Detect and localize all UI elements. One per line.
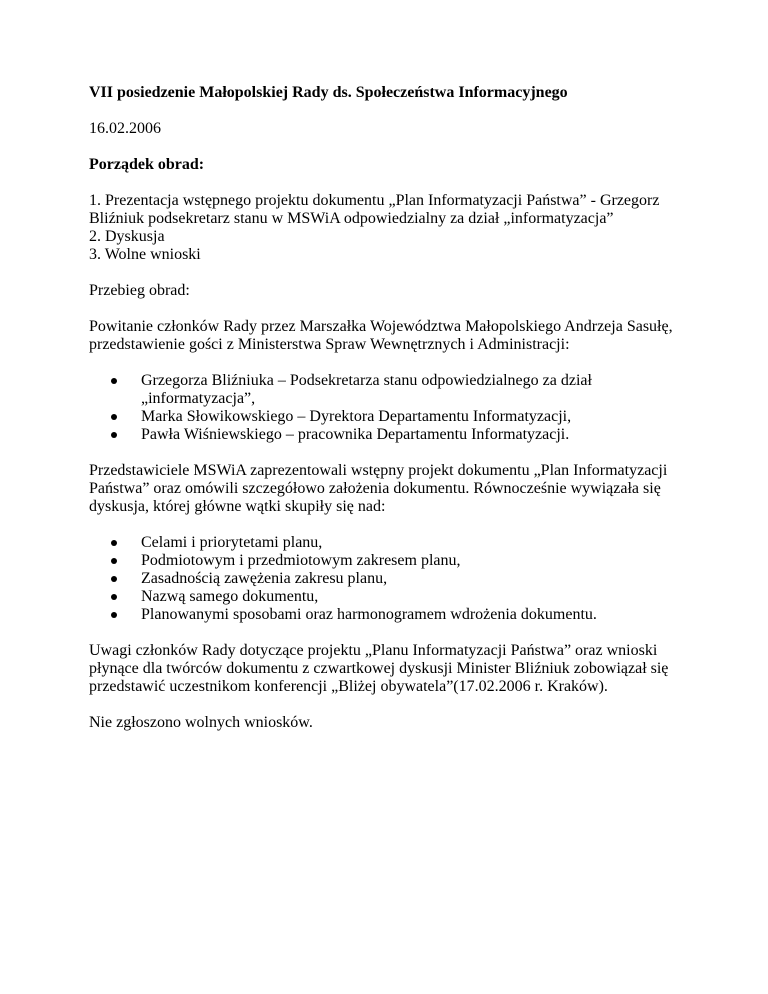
guest-text: Grzegorza Bliźniuka – Podsekretarza stanu odpowiedzialnego za dział „informatyzacja”,	[141, 372, 592, 407]
bullet-icon	[111, 414, 117, 420]
guest-list	[89, 372, 709, 444]
document-title: VII posiedzenie Małopolskiej Rady ds. Społeczeństwa Informacyjnego	[89, 84, 568, 101]
topic-text: Zasadnością zawężenia zakresu planu,	[141, 570, 388, 587]
list-item	[141, 408, 709, 426]
bullet-icon	[111, 594, 117, 600]
paragraph-remarks: Uwagi członków Rady dotyczące projektu „Planu Informatyzacji Państwa” oraz wnioski płynące dla twórców dokumentu z czwartkowej dyskusji Minister Bliźniuk zobowiązał się przedstawić uczestnikom konferencji „Bliżej obywatela”(17.02.2006 r. Kraków).	[89, 642, 669, 695]
list-item	[141, 552, 709, 570]
bullet-icon	[111, 432, 117, 438]
guest-text: Marka Słowikowskiego – Dyrektora Departamentu Informatyzacji,	[141, 408, 572, 425]
topic-text: Podmiotowym i przedmiotowym zakresem planu,	[141, 552, 461, 569]
bullet-icon	[111, 612, 117, 618]
bullet-icon	[111, 558, 117, 564]
agenda-heading: Porządek obrad:	[89, 156, 205, 173]
topic-text: Planowanymi sposobami oraz harmonogramem wdrożenia dokumentu.	[141, 606, 597, 623]
meeting-date: 16.02.2006	[89, 120, 161, 137]
list-item	[141, 588, 709, 606]
discussion-topic-list	[89, 534, 709, 624]
bullet-icon	[111, 540, 117, 546]
document-body	[89, 84, 709, 750]
guest-text: Pawła Wiśniewskiego – pracownika Departamentu Informatyzacji.	[141, 426, 570, 443]
agenda-list	[89, 192, 709, 264]
list-item	[141, 570, 709, 588]
agenda-item: 3. Wolne wnioski	[89, 246, 201, 263]
paragraph-closing: Nie zgłoszono wolnych wniosków.	[89, 714, 313, 731]
list-item	[141, 606, 709, 624]
topic-text: Nazwą samego dokumentu,	[141, 588, 319, 605]
bullet-icon	[111, 378, 117, 384]
paragraph-presentation: Przedstawiciele MSWiA zaprezentowali wstępny projekt dokumentu „Plan Informatyzacji Państwa” oraz omówili szczegółowo założenia dokumentu. Równocześnie wywiązała się dyskusja, której główne wątki skupiły się nad:	[89, 462, 668, 515]
bullet-icon	[111, 576, 117, 582]
agenda-item: 2. Dyskusja	[89, 228, 165, 245]
topic-text: Celami i priorytetami planu,	[141, 534, 323, 551]
agenda-item: 1. Prezentacja wstępnego projektu dokumentu „Plan Informatyzacji Państwa” - Grzegorz Bliźniuk podsekretarz stanu w MSWiA odpowiedzialny za dział „informatyzacja”	[89, 192, 660, 227]
paragraph-welcome: Powitanie członków Rady przez Marszałka Województwa Małopolskiego Andrzeja Sasułę, przedstawienie gości z Ministerstwa Spraw Wewnętrznych i Administracji:	[89, 318, 673, 353]
list-item	[141, 534, 709, 552]
list-item	[141, 372, 709, 408]
list-item	[141, 426, 709, 444]
proceedings-heading: Przebieg obrad:	[89, 282, 190, 299]
